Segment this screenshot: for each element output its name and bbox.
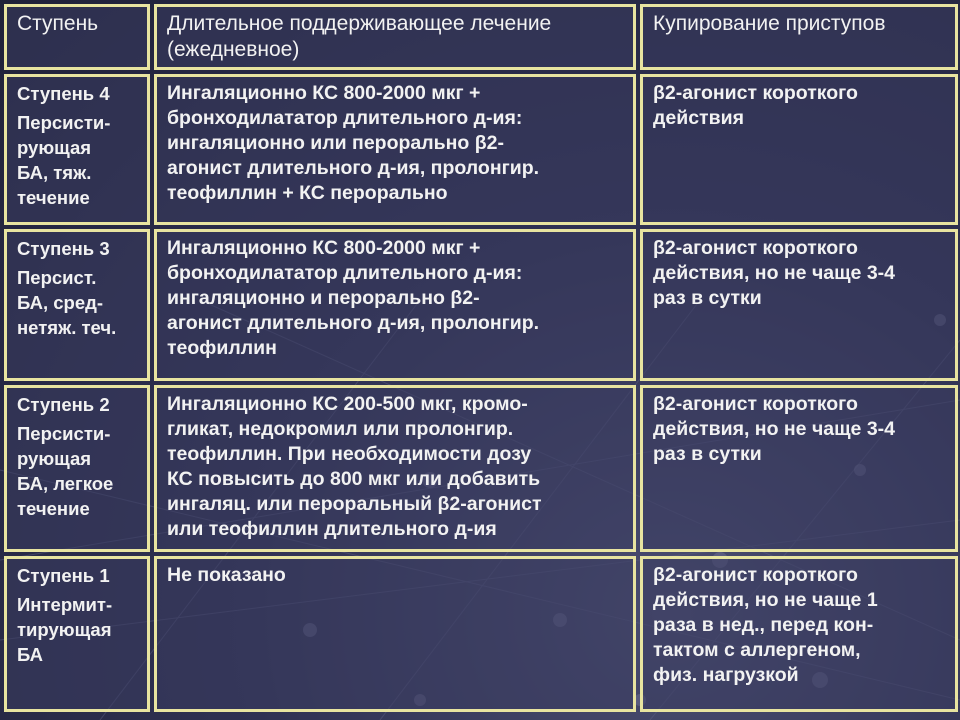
relief-text: β2-агонист короткого действия [653, 82, 858, 129]
table-row [4, 229, 958, 380]
step-cell [4, 229, 150, 380]
maintenance-text: Ингаляционно КС 800-2000 мкг + бронходилататор длительного д-ия: ингаляционно или перорально β2- агонист длительного д-ия, пролонгир. теофиллин + КС перорально [167, 82, 540, 204]
step-title: Ступень 2 [17, 393, 110, 415]
maintenance-text: Ингаляционно КС 800-2000 мкг + бронходилататор длительного д-ия: ингаляционно и перорально β2- агонист длительного д-ия, пролонгир. теофиллин [167, 237, 540, 360]
maintenance-cell [154, 385, 636, 553]
header-relief: Купирование приступов [640, 4, 958, 70]
relief-text: β2-агонист короткого действия, но не чаще 3-4 раз в сутки [653, 392, 896, 465]
table-row [4, 74, 958, 225]
maintenance-cell [154, 74, 636, 225]
header-step: Ступень [4, 4, 150, 70]
step-description: Персист. БА, сред- нетяж. теч. [17, 267, 117, 339]
relief-cell [640, 74, 958, 225]
step-description: Персисти- рующая БА, легкое течение [17, 422, 114, 519]
relief-text: β2-агонист короткого действия, но не чаще 3-4 раз в сутки [653, 237, 896, 310]
step-cell [4, 385, 150, 553]
maintenance-text: Ингаляционно КС 200-500 мкг, кромо- гликат, недокромил или пролонгир. теофиллин. При необходимости дозу КС повысить до 800 мкг или добавить ингаляц. или пероральный β2-агонист или теофиллин длительного д-ия [167, 392, 542, 540]
step-cell [4, 556, 150, 712]
table-row [4, 556, 958, 712]
relief-cell [640, 385, 958, 553]
step-title: Ступень 1 [17, 565, 110, 587]
relief-text: β2-агонист короткого действия, но не чаще 1 раза в нед., перед кон- тактом с аллергеном, физ. нагрузкой [653, 564, 878, 687]
header-maintenance: Длительное поддерживающее лечение (ежедневное) [154, 4, 636, 70]
step-title: Ступень 4 [17, 83, 110, 104]
maintenance-cell [154, 229, 636, 380]
step-description: Персисти- рующая БА, тяж. течение [17, 112, 111, 208]
relief-cell [640, 556, 958, 712]
header-row [4, 4, 958, 70]
maintenance-cell [154, 556, 636, 712]
step-description: Интермит- тирующая БА [17, 594, 113, 666]
table-row [4, 385, 958, 553]
step-title: Ступень 3 [17, 238, 110, 260]
relief-cell [640, 229, 958, 380]
step-cell [4, 74, 150, 225]
maintenance-text: Не показано [167, 564, 286, 587]
